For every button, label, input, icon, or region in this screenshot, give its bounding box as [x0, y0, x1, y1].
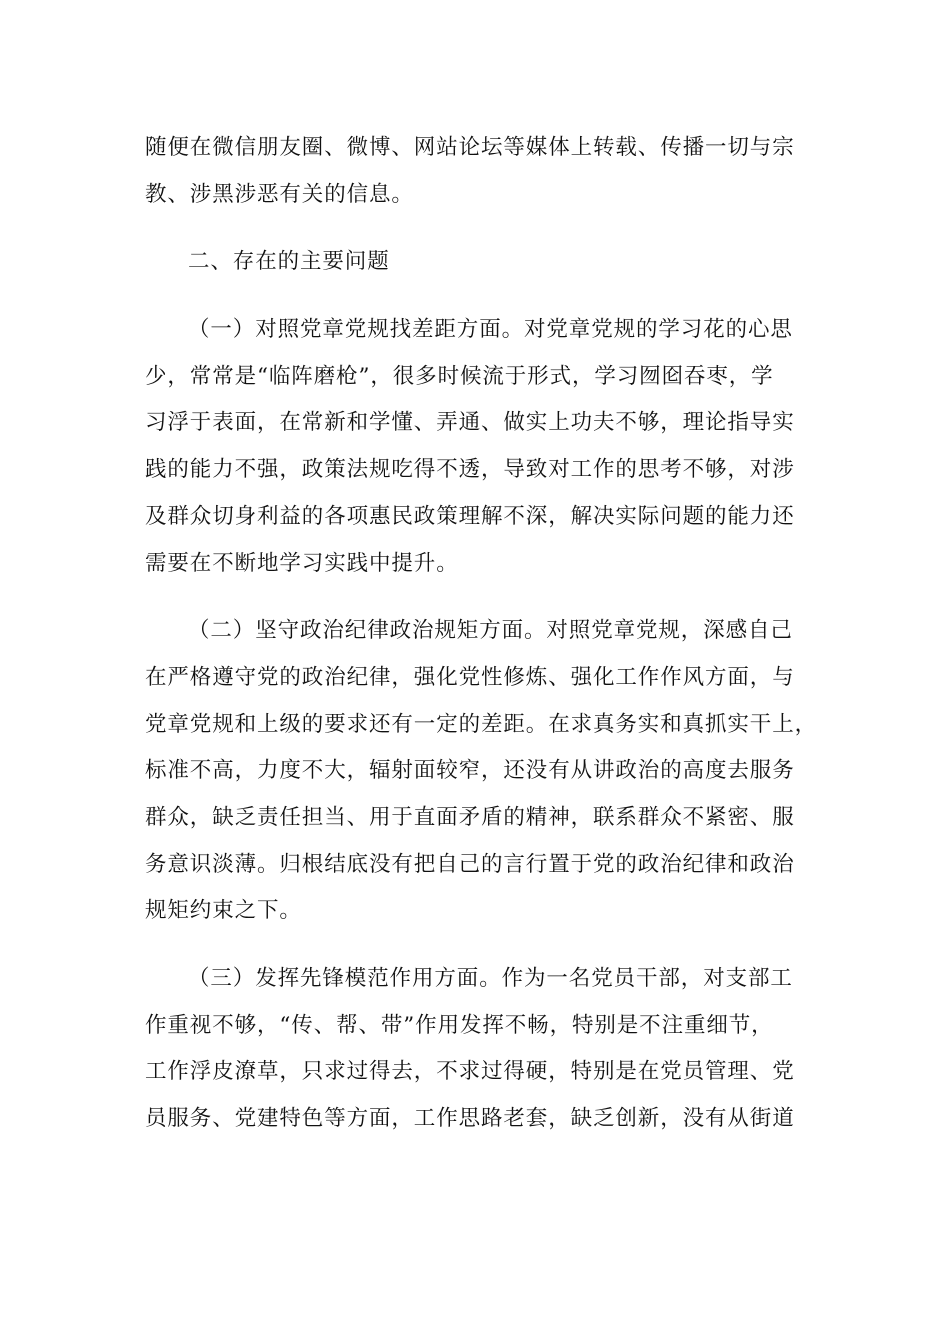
text-line: 教、涉黑涉恶有关的信息。 [145, 181, 414, 207]
text-line: 需要在不断地学习实践中提升。 [145, 550, 459, 576]
text-line: 务意识淡薄。归根结底没有把自己的言行置于党的政治纪律和政治 [145, 851, 795, 877]
document-body [145, 125, 818, 1143]
text-line: 及群众切身利益的各项惠民政策理解不深，解决实际问题的能力还 [145, 503, 795, 529]
text-line: 少，常常是“临阵磨枪”，很多时候流于形式，学习囫囵吞枣，学 [145, 363, 774, 389]
paragraph-item-3 [145, 956, 805, 1143]
text-line: 标准不高，力度不大，辐射面较窄，还没有从讲政治的高度去服务 [145, 758, 795, 784]
text-line: 作重视不够，“传、帮、带”作用发挥不畅，特别是不注重细节， [145, 1012, 774, 1038]
text-line: 员服务、党建特色等方面，工作思路老套，缺乏创新，没有从街道 [145, 1106, 795, 1132]
text-line: （一）对照党章党规找差距方面。对党章党规的学习花的心思 [188, 317, 793, 343]
text-line: （二）坚守政治纪律政治规矩方面。对照党章党规，深感自己 [188, 618, 793, 644]
text-line: 党章党规和上级的要求还有一定的差距。在求真务实和真抓实干上， [145, 711, 818, 737]
text-line: 践的能力不强，政策法规吃得不透，导致对工作的思考不够，对涉 [145, 457, 795, 483]
section-heading: 二、存在的主要问题 [188, 249, 390, 275]
text-line: 群众，缺乏责任担当、用于直面矛盾的精神，联系群众不紧密、服 [145, 804, 795, 830]
text-line: 随便在微信朋友圈、微博、网站论坛等媒体上转载、传播一切与宗 [145, 135, 795, 160]
text-line: 规矩约束之下。 [145, 898, 302, 924]
paragraph-item-1 [145, 307, 805, 587]
text-line: 在严格遵守党的政治纪律，强化党性修炼、强化工作作风方面，与 [145, 664, 795, 690]
text-line: （三）发挥先锋模范作用方面。作为一名党员干部，对支部工 [188, 966, 793, 991]
opening-paragraph [145, 125, 805, 218]
text-line: 工作浮皮潦草，只求过得去，不求过得硬，特别是在党员管理、党 [145, 1059, 795, 1085]
text-line: 习浮于表面，在常新和学懂、弄通、做实上功夫不够，理论指导实 [145, 410, 795, 436]
paragraph-item-2 [145, 608, 818, 935]
